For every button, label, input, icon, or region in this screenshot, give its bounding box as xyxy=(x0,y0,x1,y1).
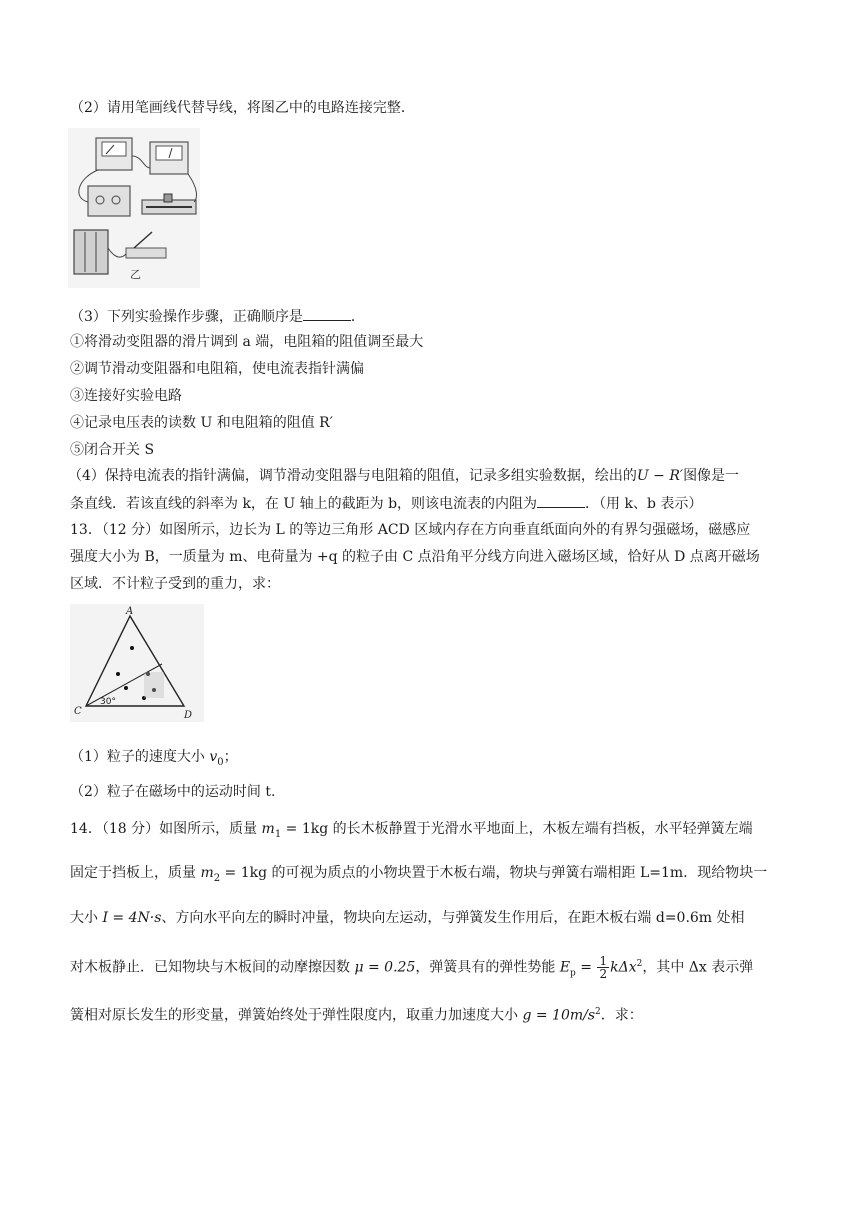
vertex-a-label: A xyxy=(126,606,134,617)
q14-line2 xyxy=(70,863,767,889)
q14-l1-b: 的长木板静置于光滑水平地面上，木板左端有挡板，水平轻弹簧左端 xyxy=(328,821,753,837)
q14-m2-val: = 1kg xyxy=(220,865,268,881)
q13-line1: 13．（12 分）如图所示，边长为 L 的等边三角形 ACD 区域内存在方向垂直纸面向外的有界匀强磁场，磁感应 xyxy=(70,522,751,538)
q14-l4-c: ，其中 Δx 表示弹 xyxy=(642,959,754,976)
q13-sub1-b: ； xyxy=(223,749,238,765)
q12-step-5: ⑤闭合开关 S xyxy=(70,442,155,458)
figure-label-yi: 乙 xyxy=(130,268,141,281)
q13-sub1 xyxy=(70,747,238,773)
q12-step-3: ③连接好实验电路 xyxy=(70,388,182,404)
vertex-c-label: C xyxy=(74,706,82,717)
q12-part4-line1 xyxy=(68,466,739,486)
q14-l1-a: 14．（18 分）如图所示，质量 xyxy=(70,821,262,837)
q12-step-4: ④记录电压表的读数 U 和电阻箱的阻值 R′ xyxy=(70,415,333,431)
q13-line3: 区域．不计粒子受到的重力，求： xyxy=(70,576,280,592)
q12-part3 xyxy=(70,306,365,327)
vertex-d-label: D xyxy=(184,710,193,721)
triangle-field-figure xyxy=(70,604,204,722)
circuit-figure xyxy=(68,128,200,288)
q12-part4-b: 图像是一 xyxy=(683,468,740,484)
q14-l5-a: 簧相对原长发生的形变量，弹簧始终处于弹性限度内，取重力加速度大小 xyxy=(70,1007,523,1024)
q14-line1 xyxy=(70,819,753,845)
q13-line2: 强度大小为 B，一质量为 m、电荷量为 +q 的粒子由 C 点沿角平分线方向进入磁场区域，恰好从 D 点离开磁场 xyxy=(70,549,760,565)
q14-g: g = 10m/s xyxy=(522,1007,596,1024)
q14-m1: m xyxy=(261,821,275,837)
q12-part4-d: ．（用 k、b 表示） xyxy=(585,496,703,512)
q14-ep: E xyxy=(559,959,571,976)
q14-kdx-sup: 2 xyxy=(636,959,643,969)
q14-m2-sub: 2 xyxy=(213,872,221,884)
q12-step-2: ②调节滑动变阻器和电阻箱，使电流表指针满偏 xyxy=(70,361,364,377)
q13-sub1-a: （1）粒子的速度大小 xyxy=(70,749,210,765)
q12-part3-end: ． xyxy=(350,309,365,325)
q14-m2: m xyxy=(200,865,214,881)
q14-l3-a: 大小 xyxy=(70,910,103,926)
q14-frac-num: 1 xyxy=(599,954,608,969)
q13-sub1-sub: 0 xyxy=(217,756,224,768)
q14-l2-a: 固定于挡板上，质量 xyxy=(70,865,201,881)
q14-m1-sub: 1 xyxy=(274,828,282,840)
answer-blank-resistance[interactable] xyxy=(537,493,585,508)
q14-g-sup: 2 xyxy=(595,1007,601,1017)
q12-part3-text: （3）下列实验操作步骤，正确顺序是 xyxy=(70,309,303,325)
q14-impulse: I = 4N·s xyxy=(102,910,162,926)
q14-m1-val: = 1kg xyxy=(281,821,329,837)
q13-sub2: （2）粒子在磁场中的运动时间 t. xyxy=(70,784,276,800)
q12-part4-c: 条直线．若该直线的斜率为 k，在 U 轴上的截距为 b，则该电流表的内阻为 xyxy=(70,496,538,512)
q13-sub1-var: v xyxy=(209,749,218,765)
q14-l4-a: 对木板静止．已知物块与木板间的动摩擦因数 xyxy=(70,959,355,976)
answer-blank-order[interactable] xyxy=(303,306,351,321)
q14-line4 xyxy=(70,954,753,983)
q14-l3-b: 、方向水平向左的瞬时冲量，物块向左运动，与弹簧发生作用后，在距木板右端 d=0.6m 处相 xyxy=(161,910,745,926)
q14-line5 xyxy=(70,1002,643,1026)
q14-fraction xyxy=(597,955,609,980)
q12-part4-expr: U − R′ xyxy=(636,468,684,484)
q14-l4-b: ，弹簧具有的弹性势能 xyxy=(415,959,560,976)
q12-part4-a: （4）保持电流表的指针满偏，调节滑动变阻器与电阻箱的阻值，记录多组实验数据，绘出的 xyxy=(68,468,637,484)
q12-part2: （2）请用笔画线代替导线，将图乙中的电路连接完整． xyxy=(70,100,415,116)
q14-ep-sub: p xyxy=(570,968,576,979)
q14-mu: μ = 0.25 xyxy=(354,959,416,976)
q14-kdx: kΔx xyxy=(610,959,637,976)
q14-eq: = xyxy=(575,959,597,976)
q14-l5-b: ．求： xyxy=(600,1007,643,1024)
angle-label: 30° xyxy=(100,697,116,707)
q12-step-1: ①将滑动变阻器的滑片调到 a 端，电阻箱的阻值调至最大 xyxy=(70,334,424,350)
q14-frac-den: 2 xyxy=(599,967,608,982)
q14-l2-b: 的可视为质点的小物块置于木板右端，物块与弹簧右端相距 L=1m．现给物块一 xyxy=(267,865,768,881)
q12-part4-line2 xyxy=(70,493,702,514)
q14-line3 xyxy=(70,908,745,928)
